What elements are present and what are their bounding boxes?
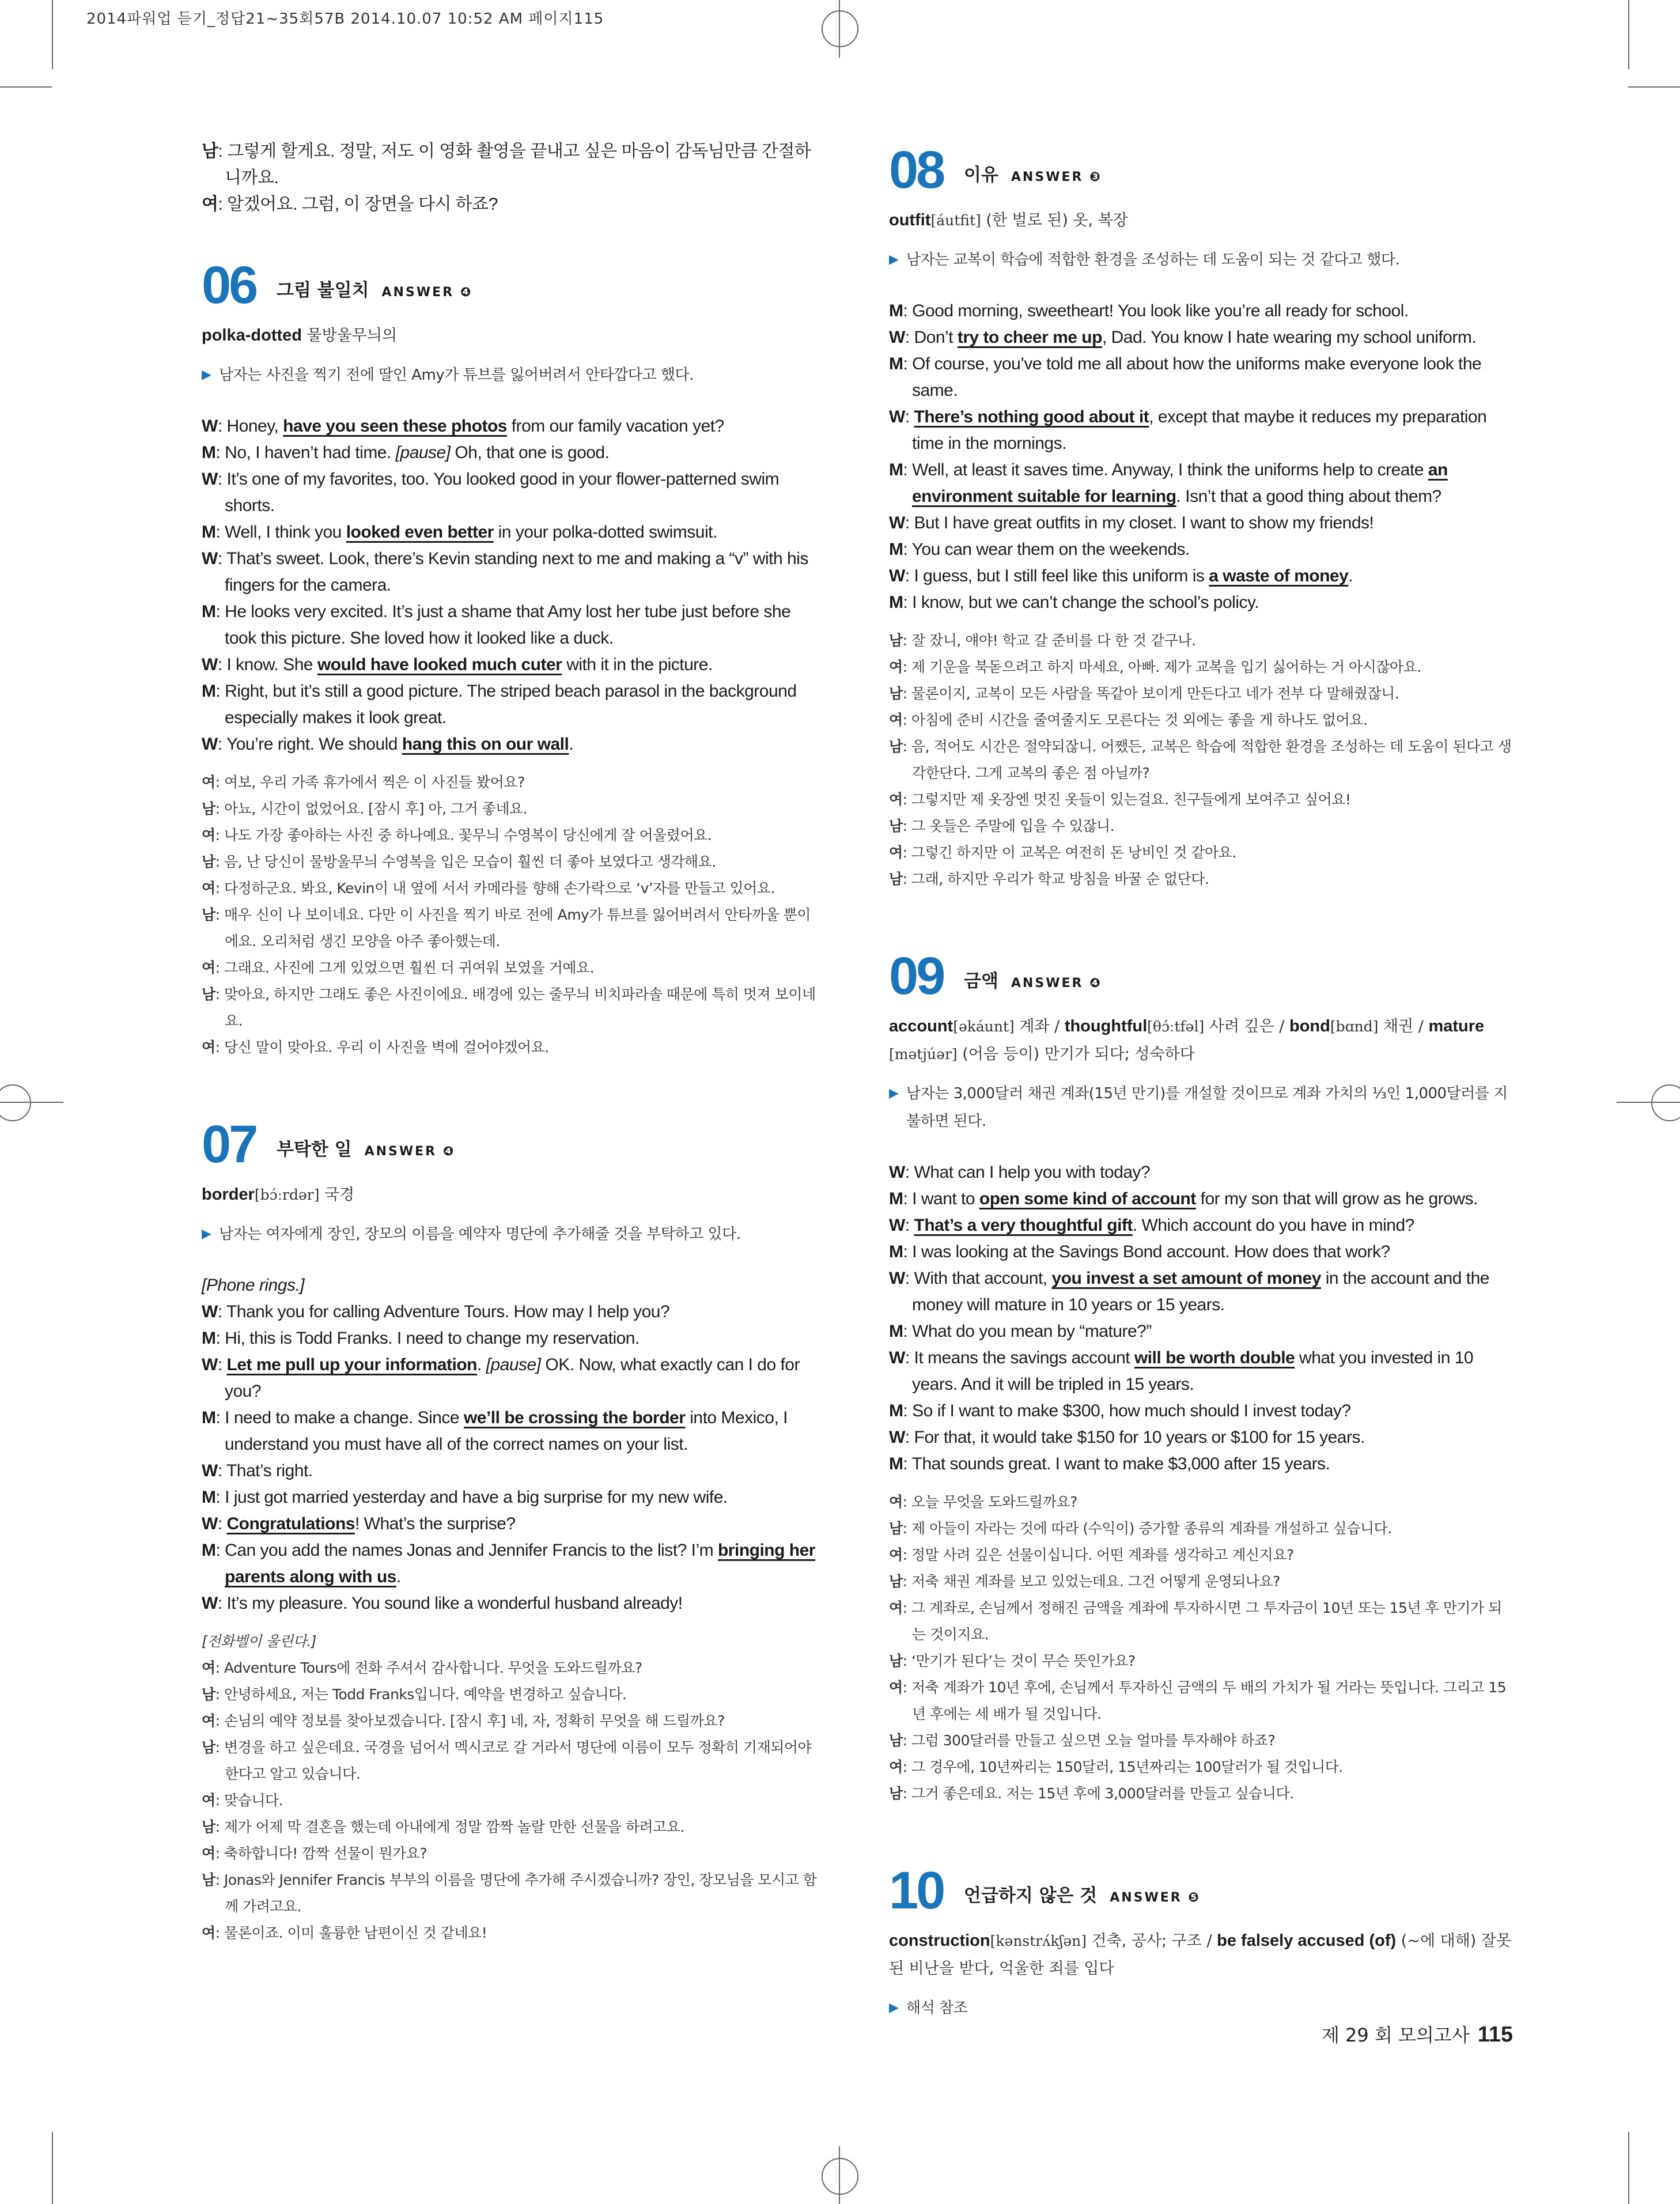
korean-translation: 남: 잘 잤니, 얘야! 학교 갈 준비를 다 한 것 같구나. 여: 제 기운을 북돋으려고 하지 마세요, 아빠. 제가 교복을 입기 싫어하는 거 아시잖아요. 남: 물론이지, 교복이 모든 사람을 똑같아 보이게 만든다고 네가 전부 다 말해줬잖니. 여: 아침에 준비 시간을 줄여줄지도 모른다는 것 외에는 좋을 게 하나도 없어요. 남: 음, 적어도 시간은 절약되잖니. 어쨌든, 교복은 학습에 적합한 환경을 조성하는 데 도움이 된다고 생각한단다. 그게 교복의 좋은 점 아닐까? 여: 그렇지만 제 옷장엔 멋진 옷들이 있는걸요. 친구들에게 보여주고 싶어요! 남: 그 옷들은 주말에 입을 수 있잖니. 여: 그렇긴 하지만 이 교복은 여전히 돈 낭비인 것 같아요. 남: 그래, 하지만 우리가 학교 방침을 바꿀 순 없단다. — [889, 632, 1512, 887]
crop-mark — [52, 2132, 53, 2204]
page-number: 115 — [1477, 2022, 1513, 2047]
crop-mark — [0, 86, 52, 88]
crop-mark — [1628, 0, 1629, 69]
arrow-icon: ▶ — [202, 1227, 211, 1241]
summary: ▶ 해석 참조 — [889, 1994, 1512, 2022]
kr-line: 남: 그렇게 할게요. 정말, 저도 이 영화 촬영을 끝내고 싶은 마음이 감독님만큼 간절하니까요. — [202, 142, 811, 187]
english-dialogue: M: Good morning, sweetheart! You look like you’re all ready for school. W: Don’t try to cheer me up, Dad. You know I hate wearing my school uniform. M: Of course, you’ve told me all about how the uniforms make everyone look the same. W: There’s nothing good about it, except that maybe it reduces my preparation time in the mornings. M: Well, at least it saves time. Anyway, I think the uniforms help to create an environment suitable for learning. Isn’t that a good thing about them? W: But I have great outfits in my closet. I want to show my friends! M: You can wear them on the weekends. W: I guess, but I still feel like this uniform is a waste of money. M: I know, but we can’t change the school’s policy. — [889, 301, 1487, 612]
crop-mark — [52, 0, 53, 69]
answer-label: ANSWER ❺ — [1110, 1891, 1201, 1905]
arrow-icon: ▶ — [889, 252, 899, 267]
section-08-header — [889, 138, 1512, 202]
answer-label: ANSWER ❹ — [1011, 976, 1102, 991]
arrow-icon: ▶ — [889, 1086, 899, 1101]
stage-direction: [Phone rings.] — [202, 1276, 305, 1295]
korean-translation: [전화벨이 울린다.] 여: Adventure Tours에 전화 주셔서 감사합니다. 무엇을 도와드릴까요? 남: 안녕하세요, 저는 Todd Franks입니다. 예약을 변경하고 싶습니다. 여: 손님의 예약 정보를 찾아보겠습니다. [잠시 후] 네, 자, 정확히 무엇을 해 드릴까요? 남: 변경을 하고 싶은데요. 국경을 넘어서 멕시코로 갈 거라서 명단에 이름이 모두 정확히 기재되어야 한다고 알고 있습니다. 여: 맞습니다. 남: 제가 어제 막 결혼을 했는데 아내에게 정말 깜짝 놀랄 만한 선물을 하려고요. 여: 축하합니다! 깜짝 선물이 뭔가요? 남: Jonas와 Jennifer Francis 부부의 이름을 명단에 추가해 주시겠습니까? 장인, 장모님을 모시고 함께 가려고요. 여: 물론이죠. 이미 훌륭한 남편이신 것 같네요! — [202, 1633, 817, 1941]
korean-translation: 여: 여보, 우리 가족 휴가에서 찍은 이 사진들 봤어요? 남: 아뇨, 시간이 없었어요. [잠시 후] 아, 그거 좋네요. 여: 나도 가장 좋아하는 사진 중 하나예요. 꽃무늬 수영복이 당신에게 잘 어울렸어요. 남: 음, 난 당신이 물방울무늬 수영복을 입은 모습이 훨씬 더 좋아 보였다고 생각해요. 여: 다정하군요. 봐요, Kevin이 내 옆에 서서 카메라를 향해 손가락으로 ‘v’자를 만들고 있어요. 남: 매우 신이 나 보이네요. 다만 이 사진을 찍기 바로 전에 Amy가 튜브를 잃어버려서 안타까울 뿐이에요. 오리처럼 생긴 모양을 아주 좋아했는데. 여: 그래요. 사진에 그게 있었으면 훨씬 더 귀여워 보였을 거예요. 남: 맞아요, 하지만 그래도 좋은 사진이에요. 배경에 있는 줄무늬 비치파라솔 때문에 특히 멋져 보이네요. 여: 당신 말이 맞아요. 우리 이 사진을 벽에 걸어야겠어요. — [202, 774, 816, 1056]
english-dialogue: [Phone rings.] W: Thank you for calling Adventure Tours. How may I help you? M: Hi, this is Todd Franks. I need to change my reservation. W: Let me pull up your information. [pause] OK. Now, what exactly can I do for you? M: I need to make a change. Since we’ll be crossing the border into Mexico, I understand you must have all of the correct names on your list. W: That’s right. M: I just got married yesterday and have a big surprise for my new wife. W: Congratulations! What’s the surprise? M: Can you add the names Jonas and Jennifer Francis to the list? I’m bringing her parents along with us. W: It’s my pleasure. You sound like a wonderful husband already! — [202, 1276, 815, 1613]
section-06-header — [202, 254, 824, 317]
vocab-line: polka-dotted 물방울무늬의 — [202, 326, 398, 345]
section-number: 10 — [889, 1861, 944, 1920]
section-number: 08 — [889, 141, 944, 199]
section-number: 09 — [889, 947, 944, 1005]
intro-korean-dialogue — [202, 138, 824, 218]
section-title: 금액 — [964, 971, 998, 992]
page-footer — [1322, 2021, 1513, 2047]
registration-mark — [822, 2158, 858, 2195]
answer-label: ANSWER ❹ — [381, 285, 473, 300]
summary: ▶ 남자는 사진을 찍기 전에 딸인 Amy가 튜브를 잃어버려서 안타깝다고 했다. — [202, 361, 824, 389]
summary: ▶ 남자는 교복이 학습에 적합한 환경을 조성하는 데 도움이 되는 것 같다고 했다. — [889, 246, 1512, 274]
vocab-line: construction[kənstrʌ́kʃən] 건축, 공사; 구조 / be falsely accused (of) (~에 대해) 잘못된 비난을 받다, 억울한 죄를 입다 — [889, 1931, 1512, 1978]
footer-label: 제 29 회 모의고사 — [1321, 2024, 1470, 2046]
vocab-line: outfit[áutfit] (한 벌로 된) 옷, 복장 — [889, 211, 1128, 229]
section-title: 이유 — [964, 165, 998, 186]
kr-line: 여: 알겠어요. 그럼, 이 장면을 다시 하죠? — [202, 195, 498, 214]
section-07-header — [202, 1113, 824, 1176]
section-10-header — [889, 1859, 1512, 1922]
section-title: 부탁한 일 — [277, 1139, 352, 1160]
answer-label: ANSWER ❹ — [364, 1144, 456, 1159]
registration-mark — [0, 1084, 31, 1121]
summary: ▶ 남자는 여자에게 장인, 장모의 이름을 예약자 명단에 추가해줄 것을 부탁하고 있다. — [202, 1220, 824, 1248]
english-dialogue: W: What can I help you with today? M: I want to open some kind of account for my son that will grow as he grows. W: That’s a very thoughtful gift. Which account do you have in mind? M: I was looking at the Savings Bond account. How does that work? W: With that account, you invest a set amount of money in the account and the money will mature in 10 years or 15 years. M: What do you mean by “mature?” W: It means the savings account will be worth double what you invested in 10 years. And it will be tripled in 15 years. M: So if I want to make $300, how much should I invest today? W: For that, it would take $150 for 10 years or $100 for 15 years. M: That sounds great. I want to make $3,000 after 15 years. — [889, 1163, 1489, 1473]
summary: ▶ 남자는 3,000달러 채권 계좌(15년 만기)를 개설할 것이므로 계좌 가치의 ⅓인 1,000달러를 지불하면 된다. — [889, 1080, 1512, 1135]
section-09-header — [889, 944, 1512, 1008]
korean-translation: 여: 오늘 무엇을 도와드릴까요? 남: 제 아들이 자라는 것에 따라 (수익이) 증가할 종류의 계좌를 개설하고 싶습니다. 여: 정말 사려 깊은 선물이십니다. 어떤 계좌를 생각하고 계신지요? 남: 저축 채권 계좌를 보고 있었는데요. 그건 어떻게 운영되나요? 여: 그 계좌로, 손님께서 정해진 금액을 계좌에 투자하시면 그 투자금이 10년 또는 15년 후 만기가 되는 것이지요. 남: ‘만기가 된다’는 것이 무슨 뜻인가요? 여: 저축 계좌가 10년 후에, 손님께서 투자하신 금액의 두 배의 가치가 될 거라는 뜻입니다. 그리고 15년 후에는 세 배가 될 것입니다. 남: 그럼 300달러를 만들고 싶으면 오늘 얼마를 투자해야 하죠? 여: 그 경우에, 10년짜리는 150달러, 15년짜리는 100달러가 될 것입니다. 남: 그거 좋은데요. 저는 15년 후에 3,000달러를 만들고 싶습니다. — [889, 1494, 1507, 1802]
vocab-line: border[bɔ́ːrdər] 국경 — [202, 1185, 355, 1204]
left-column — [202, 138, 824, 1946]
arrow-icon: ▶ — [889, 2001, 899, 2015]
section-number: 07 — [202, 1115, 256, 1174]
answer-label: ANSWER ❸ — [1011, 170, 1102, 184]
registration-mark — [822, 10, 858, 47]
registration-mark — [1651, 1084, 1680, 1121]
arrow-icon: ▶ — [202, 368, 211, 382]
crop-mark — [1628, 86, 1680, 88]
right-column — [889, 138, 1512, 2046]
crop-mark — [1628, 2132, 1629, 2204]
vocab-line: account[əkáunt] 계좌 / thoughtful[θɔ́ːtfəl] 사려 깊은 / bond[bɑnd] 채권 / mature [mətjúər] (어음 등이) 만기가 되다; 성숙하다 — [889, 1017, 1485, 1063]
section-title: 그림 불일치 — [277, 280, 369, 301]
english-dialogue: W: Honey, have you seen these photos from our family vacation yet? M: No, I haven’t had time. [pause] Oh, that one is good. W: It’s one of my favorites, too. You looked good in your flower-patterned swim shorts. M: Well, I think you looked even better in your polka-dotted swimsuit. W: That’s sweet. Look, there’s Kevin standing next to me and making a “v” with his fingers for the camera. M: He looks very excited. It’s just a shame that Amy lost her tube just before she took this picture. She loved how it looked like a duck. W: I know. She would have looked much cuter with it in the picture. M: Right, but it’s still a good picture. The striped beach parasol in the background especially makes it look great. W: You’re right. We should hang this on our wall. — [202, 417, 808, 754]
print-slug-header: 2014파워업 듣기_정답21~35회57B 2014.10.07 10:52 AM 페이지115 — [86, 10, 604, 28]
section-title: 언급하지 않은 것 — [964, 1885, 1098, 1906]
section-number: 06 — [202, 256, 256, 315]
